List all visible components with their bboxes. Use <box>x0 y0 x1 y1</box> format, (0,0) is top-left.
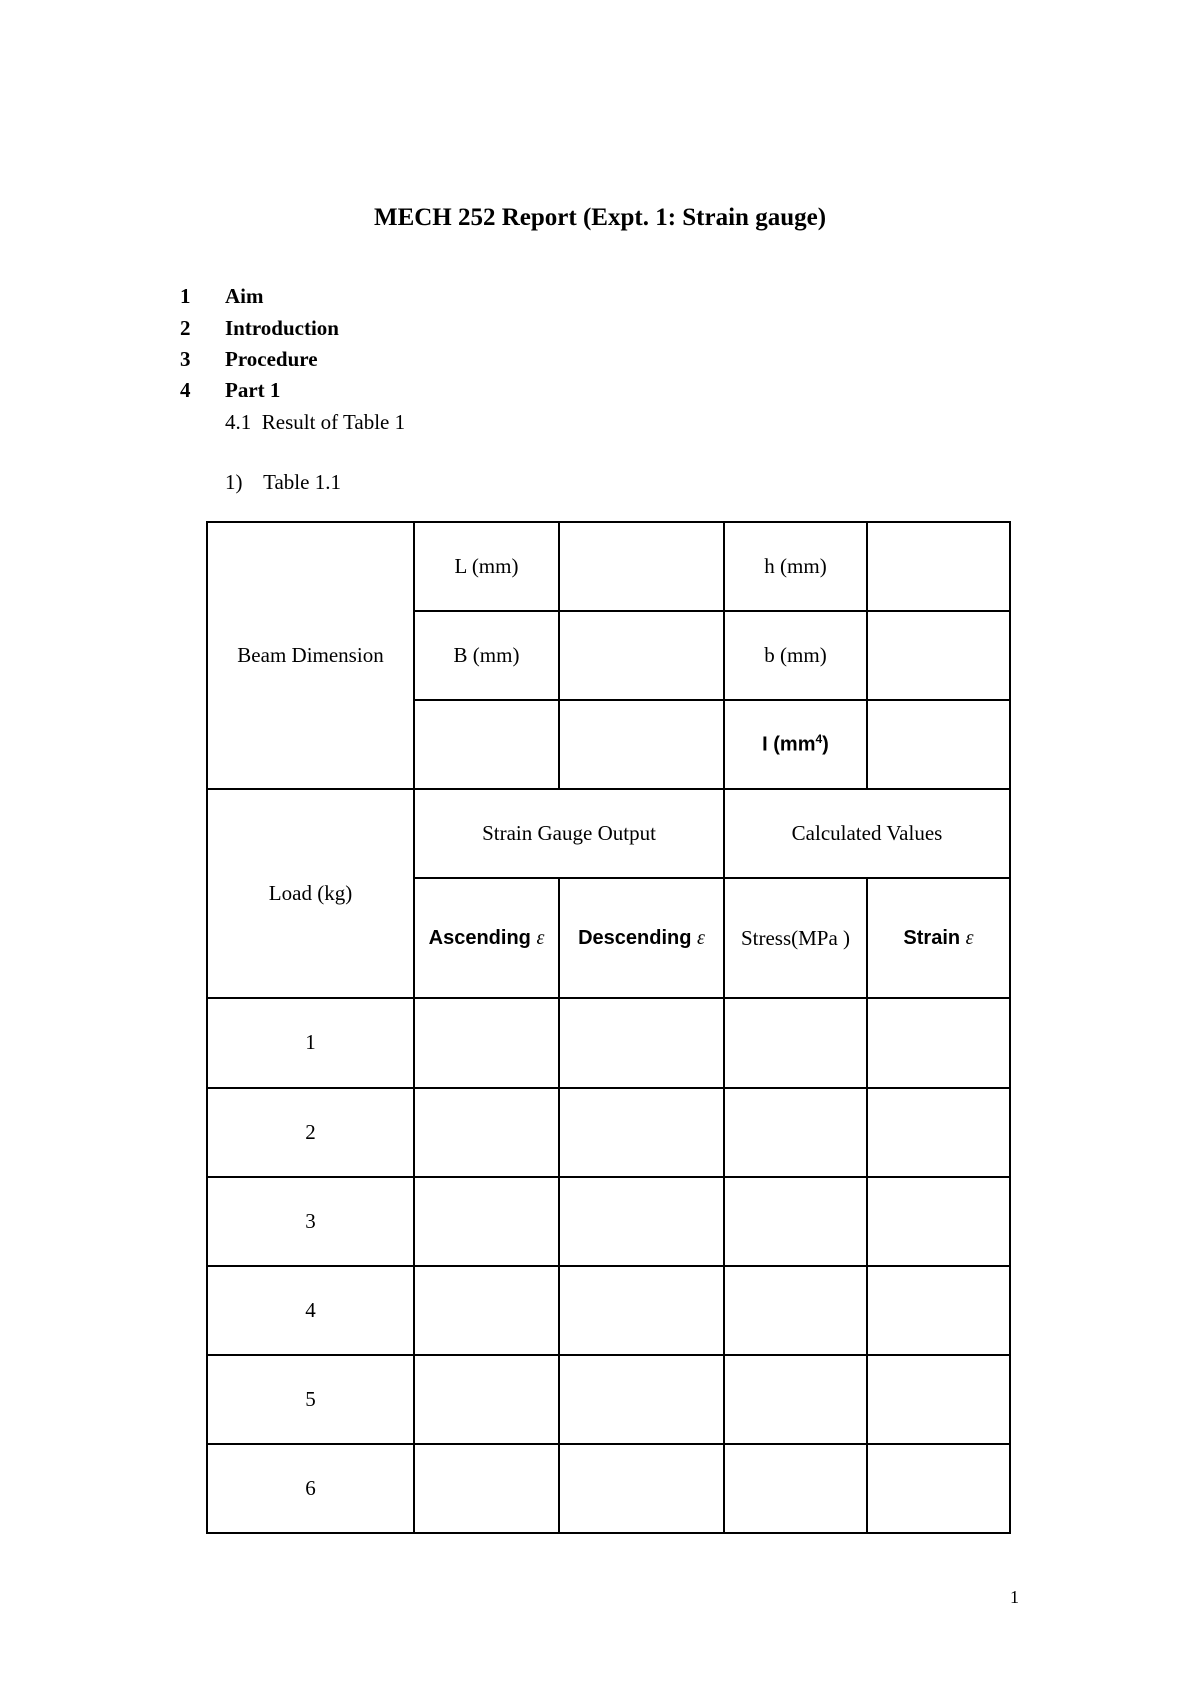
descending-header: Descending ε <box>559 878 724 998</box>
strain-cell[interactable] <box>867 1444 1010 1533</box>
width-label: b (mm) <box>724 611 867 700</box>
empty-cell[interactable] <box>559 700 724 789</box>
load-value: 5 <box>207 1355 414 1444</box>
table-row <box>207 1177 1010 1266</box>
section-label: Introduction <box>225 316 339 340</box>
stress-cell[interactable] <box>724 1177 867 1266</box>
section-heading-procedure <box>180 347 318 372</box>
stress-cell[interactable] <box>724 1444 867 1533</box>
section-number: 3 <box>180 347 191 371</box>
beam-dimension-label: Beam Dimension <box>207 522 414 789</box>
stress-cell[interactable] <box>724 1088 867 1177</box>
table-row <box>207 1266 1010 1355</box>
load-label: Load (kg) <box>207 789 414 998</box>
strain-cell[interactable] <box>867 1355 1010 1444</box>
stress-cell[interactable] <box>724 1266 867 1355</box>
strain-cell[interactable] <box>867 998 1010 1087</box>
ascending-cell[interactable] <box>414 1088 559 1177</box>
ascending-cell[interactable] <box>414 1177 559 1266</box>
strain-cell[interactable] <box>867 1177 1010 1266</box>
length-label: L (mm) <box>414 522 559 611</box>
length-value[interactable] <box>559 522 724 611</box>
ascending-cell[interactable] <box>414 998 559 1087</box>
page-title: MECH 252 Report (Expt. 1: Strain gauge) <box>373 204 827 231</box>
section-number: 2 <box>180 316 191 340</box>
section-label: Aim <box>225 284 264 308</box>
ascending-cell[interactable] <box>414 1355 559 1444</box>
section-heading-aim <box>180 284 264 309</box>
moment-of-inertia-label: I $(mm^4)$ <box>724 700 867 789</box>
moment-of-inertia-value[interactable] <box>867 700 1010 789</box>
section-number: 1 <box>180 284 191 308</box>
breadth-label: B (mm) <box>414 611 559 700</box>
strain-cell[interactable] <box>867 1088 1010 1177</box>
stress-cell[interactable] <box>724 998 867 1087</box>
ascending-cell[interactable] <box>414 1444 559 1533</box>
descending-cell[interactable] <box>559 1444 724 1533</box>
table-row <box>207 1355 1010 1444</box>
subsection-heading: 4.1 Result of Table 1 <box>225 410 406 434</box>
load-value: 4 <box>207 1266 414 1355</box>
width-value[interactable] <box>867 611 1010 700</box>
page-number: 1 <box>1010 1587 1019 1607</box>
stress-header: Stress(MPa ) <box>724 878 867 998</box>
table-row <box>207 1088 1010 1177</box>
height-label: h (mm) <box>724 522 867 611</box>
descending-cell[interactable] <box>559 998 724 1087</box>
ascending-cell[interactable] <box>414 1266 559 1355</box>
table-row <box>207 998 1010 1087</box>
empty-cell[interactable] <box>414 700 559 789</box>
table-row <box>207 1444 1010 1533</box>
results-table <box>206 521 1011 1534</box>
load-value: 2 <box>207 1088 414 1177</box>
descending-cell[interactable] <box>559 1088 724 1177</box>
calculated-values-header: Calculated Values <box>724 789 1010 878</box>
table-caption: 1) Table 1.1 <box>225 470 341 494</box>
strain-cell[interactable] <box>867 1266 1010 1355</box>
section-label: Part 1 <box>225 378 281 402</box>
breadth-value[interactable] <box>559 611 724 700</box>
load-value: 1 <box>207 998 414 1087</box>
section-number: 4 <box>180 378 191 402</box>
strain-gauge-output-header: Strain Gauge Output <box>414 789 724 878</box>
height-value[interactable] <box>867 522 1010 611</box>
descending-cell[interactable] <box>559 1266 724 1355</box>
load-value: 3 <box>207 1177 414 1266</box>
strain-header: Strain ε <box>867 878 1010 998</box>
ascending-header: Ascending ε <box>414 878 559 998</box>
stress-cell[interactable] <box>724 1355 867 1444</box>
section-label: Procedure <box>225 347 318 371</box>
section-heading-part1 <box>180 378 280 403</box>
descending-cell[interactable] <box>559 1177 724 1266</box>
section-heading-introduction <box>180 316 339 341</box>
load-value: 6 <box>207 1444 414 1533</box>
descending-cell[interactable] <box>559 1355 724 1444</box>
